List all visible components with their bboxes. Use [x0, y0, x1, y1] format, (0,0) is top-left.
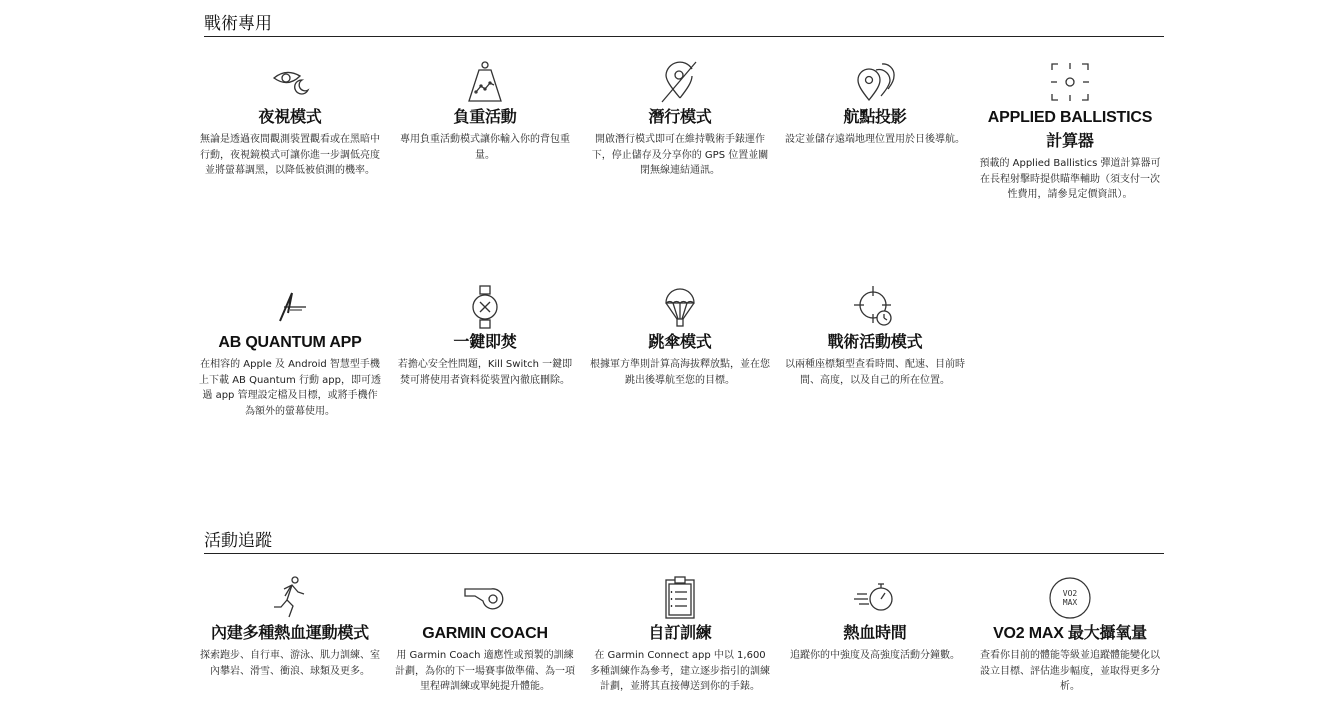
feature-description: 根據軍方準則計算高海拔釋放點，並在您跳出後導航至您的目標。: [590, 359, 770, 386]
feature-title: AB QUANTUM APP: [218, 334, 362, 351]
feature-description: 設定並儲存遠端地理位置用於日後導航。: [785, 134, 965, 145]
feature-description: 追蹤你的中強度及高強度活動分鐘數。: [790, 650, 960, 661]
feature-sport-modes: [198, 574, 382, 679]
kill-switch-icon: [461, 283, 509, 331]
ab-logo-icon: [266, 283, 314, 331]
feature-title: 內建多種熱血運動模式: [210, 625, 369, 642]
feature-custom-workouts: [588, 574, 772, 695]
feature-description: 專用負重活動模式讓你輸入你的背包重量。: [400, 134, 570, 161]
section-title-activity-tracking: 活動追蹤: [204, 530, 1164, 554]
feature-title: GARMIN COACH: [422, 625, 548, 642]
feature-description: 查看你目前的體能等級並追蹤體能變化以設立目標、評估進步幅度，並取得更多分析。: [980, 650, 1160, 692]
feature-title: VO2 MAX 最大攝氧量: [993, 625, 1147, 642]
feature-intensity-minutes: [783, 574, 967, 664]
parachute-icon: [656, 283, 704, 331]
max-icon-text: MAX: [1062, 598, 1078, 607]
feature-stealth-mode: [588, 58, 772, 179]
feature-night-vision: [198, 58, 382, 179]
vo2max-icon: [1046, 574, 1094, 622]
feature-title: 熱血時間: [843, 625, 907, 642]
feature-title: 跳傘模式: [648, 334, 712, 351]
runner-icon: [266, 574, 314, 622]
feature-title: 一鍵即焚: [453, 334, 517, 351]
feature-title: 戰術活動模式: [827, 334, 923, 351]
feature-description: 預載的 Applied Ballistics 彈道計算器可在長程射擊時提供瞄準輔助（須支付一次性費用，請參見定價資訊）。: [979, 158, 1161, 200]
feature-load-carrying: [393, 58, 577, 163]
feature-description: 若擔心安全性問題，Kill Switch 一鍵即焚可將使用者資料從裝置內徹底刪除。: [397, 359, 573, 386]
feature-description: 探索跑步、自行車、游泳、肌力訓練、室內攀岩、滑雪、衝浪、球類及更多。: [200, 650, 380, 677]
stealth-icon: [656, 58, 704, 106]
feature-jumpmaster: [588, 283, 772, 388]
clipboard-icon: [656, 574, 704, 622]
feature-description: 在 Garmin Connect app 中以 1,600 多種訓練作為參考，建立逐步指引的訓練計劃，並將其直接傳送到你的手錶。: [590, 650, 770, 692]
crosshair-icon: [1046, 58, 1094, 106]
feature-description: 在相容的 Apple 及 Android 智慧型手機上下載 AB Quantum 行動 app，即可透過 app 管理設定檔及目標，或將手機作為額外的螢幕使用。: [199, 359, 381, 417]
feature-description: 用 Garmin Coach 適應性或預製的訓練計劃，為你的下一場賽事做準備、為一項里程碑訓練或單純提升體能。: [395, 650, 575, 692]
feature-title: 潛行模式: [648, 109, 712, 126]
feature-garmin-coach: [393, 574, 577, 695]
tactical-activity-icon: [851, 283, 899, 331]
feature-title: 航點投影: [843, 109, 907, 126]
feature-title: 夜視模式: [258, 109, 322, 126]
feature-title: 自訂訓練: [648, 625, 712, 642]
feature-kill-switch: [393, 283, 577, 388]
feature-waypoint-projection: [783, 58, 967, 148]
vo2-icon-text: VO2: [1062, 589, 1078, 598]
whistle-icon: [461, 574, 509, 622]
feature-applied-ballistics: [978, 58, 1162, 203]
waypoint-icon: [851, 58, 899, 106]
section-title-tactical: 戰術專用: [204, 13, 1164, 37]
feature-vo2-max: [978, 574, 1162, 695]
feature-description: 以兩種座標類型查看時間、配速、目前時間、高度，以及自己的所在位置。: [785, 359, 965, 386]
feature-ab-quantum-app: [198, 283, 382, 419]
weight-icon: [461, 58, 509, 106]
feature-description: 開啟潛行模式即可在維持戰術手錶運作下，停止儲存及分享你的 GPS 位置並關閉無線連結通訊。: [591, 134, 769, 176]
feature-description: 無論是透過夜間觀測裝置觀看或在黑暗中行動，夜視鏡模式可讓你進一步調低亮度並將螢幕調黑，以降低被偵測的機率。: [200, 134, 380, 176]
feature-title: 負重活動: [453, 109, 517, 126]
feature-tactical-activities: [783, 283, 967, 388]
stopwatch-icon: [851, 574, 899, 622]
feature-title: APPLIED BALLISTICS 計算器: [987, 109, 1153, 150]
night-vision-icon: [266, 58, 314, 106]
